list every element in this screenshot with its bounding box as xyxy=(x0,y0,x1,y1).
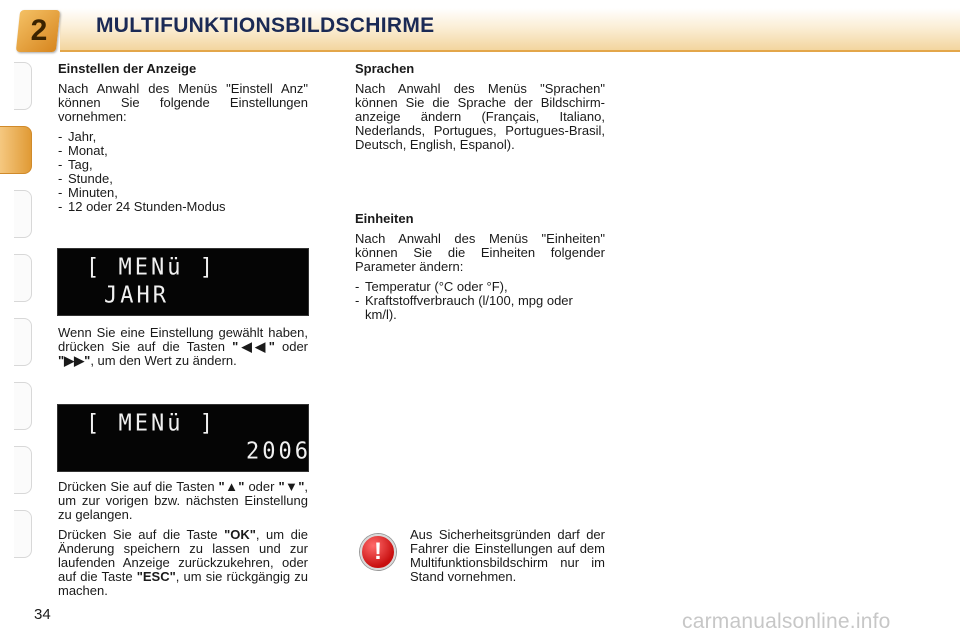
forward-key-label: "▶▶" xyxy=(58,353,91,368)
lcd-display-2006 xyxy=(57,404,309,472)
list-item: - Tag, xyxy=(58,158,308,172)
text-run: , um zur vorigen bzw. nächsten Einstellung zu gelangen. xyxy=(58,479,308,522)
units-text: Nach Anwahl des Menüs "Einheiten" können Sie die Einheiten folgender Parameter ändern: xyxy=(355,231,605,274)
navigation-text xyxy=(58,480,308,604)
rewind-key-label: "◀◀" xyxy=(232,339,275,354)
list-item: - Monat, xyxy=(58,144,308,158)
chapter-tab-active[interactable] xyxy=(0,126,32,174)
text-run: Drücken Sie auf die Tasten xyxy=(58,479,219,494)
section-heading: Einheiten xyxy=(355,211,414,226)
ok-key-label: "OK" xyxy=(224,527,256,542)
text-run: , um sie rückgängig zu machen. xyxy=(58,569,308,598)
lcd-value-line: 2006 xyxy=(246,438,311,465)
warning-note xyxy=(410,528,605,584)
list-item: - Kraftstoffverbrauch (l/100, mpg oder km/l). xyxy=(355,294,605,322)
text-run: Wenn Sie eine Einstellung gewählt haben, drücken Sie auf die Tasten xyxy=(58,325,308,354)
chapter-tab[interactable] xyxy=(14,510,32,558)
chapter-tab[interactable] xyxy=(14,190,32,238)
text-run: Drücken Sie auf die Taste xyxy=(58,527,225,542)
list-item: - 12 oder 24 Stunden-Modus xyxy=(58,200,308,214)
chapter-number: 2 xyxy=(30,14,48,47)
lcd-display-year xyxy=(57,248,309,316)
page-title: MULTIFUNKTIONSBILDSCHIRME xyxy=(96,14,435,37)
display-settings-section xyxy=(58,62,308,220)
down-key-label: "▼" xyxy=(278,479,305,494)
section-heading: Einstellen der Anzeige xyxy=(58,61,197,76)
change-value-text xyxy=(58,326,308,374)
up-key-label: "▲" xyxy=(218,479,245,494)
lcd-menu-line: [ MENü ] xyxy=(86,410,216,437)
lcd-value-line: JAHR xyxy=(104,282,169,309)
text-run: , um die Änderung speichern zu lassen und zur laufenden Anzeige zurückzukehren, oder auf die Taste xyxy=(58,527,308,584)
text-run: oder xyxy=(244,479,279,494)
settings-list xyxy=(58,130,308,214)
units-section xyxy=(355,212,605,328)
text-run: oder xyxy=(274,339,308,354)
warning-text: Aus Sicherheitsgründen darf der Fahrer die Einstellungen auf dem Multifunktionsbildschirm nur im Stand vornehmen. xyxy=(410,527,605,584)
chapter-tab[interactable] xyxy=(14,62,32,110)
watermark: carmanualsonline.info xyxy=(682,610,891,633)
languages-text: Nach Anwahl des Menüs "Sprachen" können Sie die Sprache der Bildschirmanzeige ändern (Français, Italiano, Nederlands, Portugues, Portugues-Brasil, Deutsch, English, Espanol). xyxy=(355,81,605,152)
chapter-tab[interactable] xyxy=(14,382,32,430)
intro-text: Nach Anwahl des Menüs "Einstell Anz" können Sie folgende Einstellungen vornehmen: xyxy=(58,81,308,124)
lcd-menu-line: [ MENü ] xyxy=(86,254,216,281)
chapter-tabs xyxy=(0,62,32,582)
section-heading: Sprachen xyxy=(355,61,415,76)
chapter-tab[interactable] xyxy=(14,254,32,302)
header-rule xyxy=(60,50,960,52)
units-list xyxy=(355,280,605,322)
languages-section xyxy=(355,62,605,158)
list-item: - Temperatur (°C oder °F), xyxy=(355,280,605,294)
warning-icon: ! xyxy=(360,534,396,570)
list-item: - Stunde, xyxy=(58,172,308,186)
chapter-tab[interactable] xyxy=(14,318,32,366)
esc-key-label: "ESC" xyxy=(136,569,176,584)
list-item: - Jahr, xyxy=(58,130,308,144)
chapter-tab[interactable] xyxy=(14,446,32,494)
text-run: , um den Wert zu ändern. xyxy=(90,353,237,368)
list-item: - Minuten, xyxy=(58,186,308,200)
page-number: 34 xyxy=(34,606,51,623)
